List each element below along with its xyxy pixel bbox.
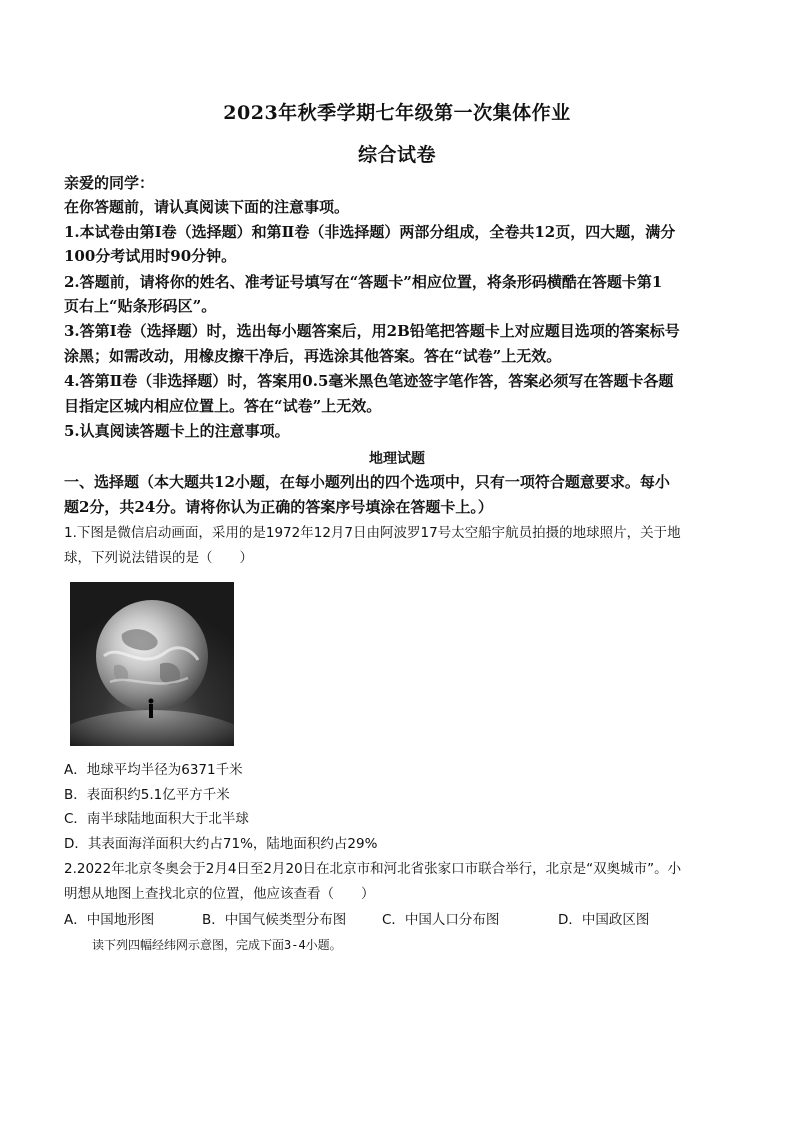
question-2-stem-line-2: 明想从地图上查找北京的位置，他应该查看（ ） [64, 886, 375, 902]
notice-item-4-line-2: 目指定区城内相应位置上。答在“试卷”上无效。 [64, 397, 382, 415]
notice-item-2-line-2: 页右上“贴条形码区”。 [64, 297, 217, 315]
question-1-stem-line-1: 1.下图是微信启动画面，采用的是1972年12月7日由阿波罗17号太空船宇航员拍摄的地球照片，关于地 [64, 525, 681, 541]
notice-item-3-line-1: 3.答第Ⅰ卷（选择题）时，选出每小题答案后，用2B铅笔把答题卡上对应题目选项的答案标号 [64, 322, 680, 340]
question-1-option-a: A．地球平均半径为6371千米 [64, 762, 243, 778]
earth-photo-graphic [70, 582, 234, 746]
question-2-option-d: D．中国政区图 [558, 912, 650, 928]
question-1-option-d: D．其表面海洋面积大约占71%，陆地面积约占29% [64, 836, 378, 852]
notice-item-5: 5.认真阅读答题卡上的注意事项。 [64, 422, 290, 440]
part-1-instructions-line-1: 一、选择题（本大题共12小题，在每小题列出的四个选项中，只有一项符合题意要求。每小 [64, 473, 670, 491]
part-1-instructions-line-2: 题2分，共24分。请将你认为正确的答案序号填涂在答题卡上。） [64, 498, 493, 516]
notice-item-1-line-1: 1.本试卷由第Ⅰ卷（选择题）和第Ⅱ卷（非选择题）两部分组成，全卷共12页，四大题，满分 [64, 223, 676, 241]
exam-title: 2023年秋季学期七年级第一次集体作业 [223, 102, 571, 124]
notice-item-2-line-1: 2.答题前，请将你的姓名、准考证号填写在“答题卡”相应位置，将条形码横酷在答题卡第1 [64, 273, 663, 291]
question-2-stem-line-1: 2.2022年北京冬奥会于2月4日至2月20日在北京市和河北省张家口市联合举行，北京是“双奥城市”。小 [64, 861, 682, 877]
earth-photo [70, 582, 234, 746]
question-1-stem-line-2: 球，下列说法错误的是（ ） [64, 550, 253, 566]
notice-item-3-line-2: 涂黑；如需改动，用橡皮擦干净后，再选涂其他答案。答在“试卷”上无效。 [64, 347, 562, 365]
question-2-option-a: A．中国地形图 [64, 912, 155, 928]
section-title: 地理试题 [369, 451, 425, 467]
notice-item-4-line-1: 4.答第Ⅱ卷（非选择题）时，答案用0.5毫米黑色笔迹签字笔作答，答案必须写在答题卡各题 [64, 372, 674, 390]
notice-intro: 在你答题前，请认真阅读下面的注意事项。 [64, 198, 350, 216]
question-1-option-b: B．表面积约5.1亿平方千米 [64, 787, 230, 803]
reading-note: 读下列四幅经纬网示意图，完成下面3-4小题。 [92, 938, 342, 952]
exam-subtitle: 综合试卷 [357, 144, 436, 166]
question-2-options [64, 908, 734, 928]
greeting: 亲爱的同学： [64, 174, 155, 192]
notice-item-1-line-2: 100分考试用时90分钟。 [64, 247, 237, 265]
question-2-option-c: C．中国人口分布图 [382, 912, 500, 928]
question-1-option-c: C．南半球陆地面积大于北半球 [64, 811, 249, 827]
question-2-option-b: B．中国气候类型分布图 [202, 912, 347, 928]
